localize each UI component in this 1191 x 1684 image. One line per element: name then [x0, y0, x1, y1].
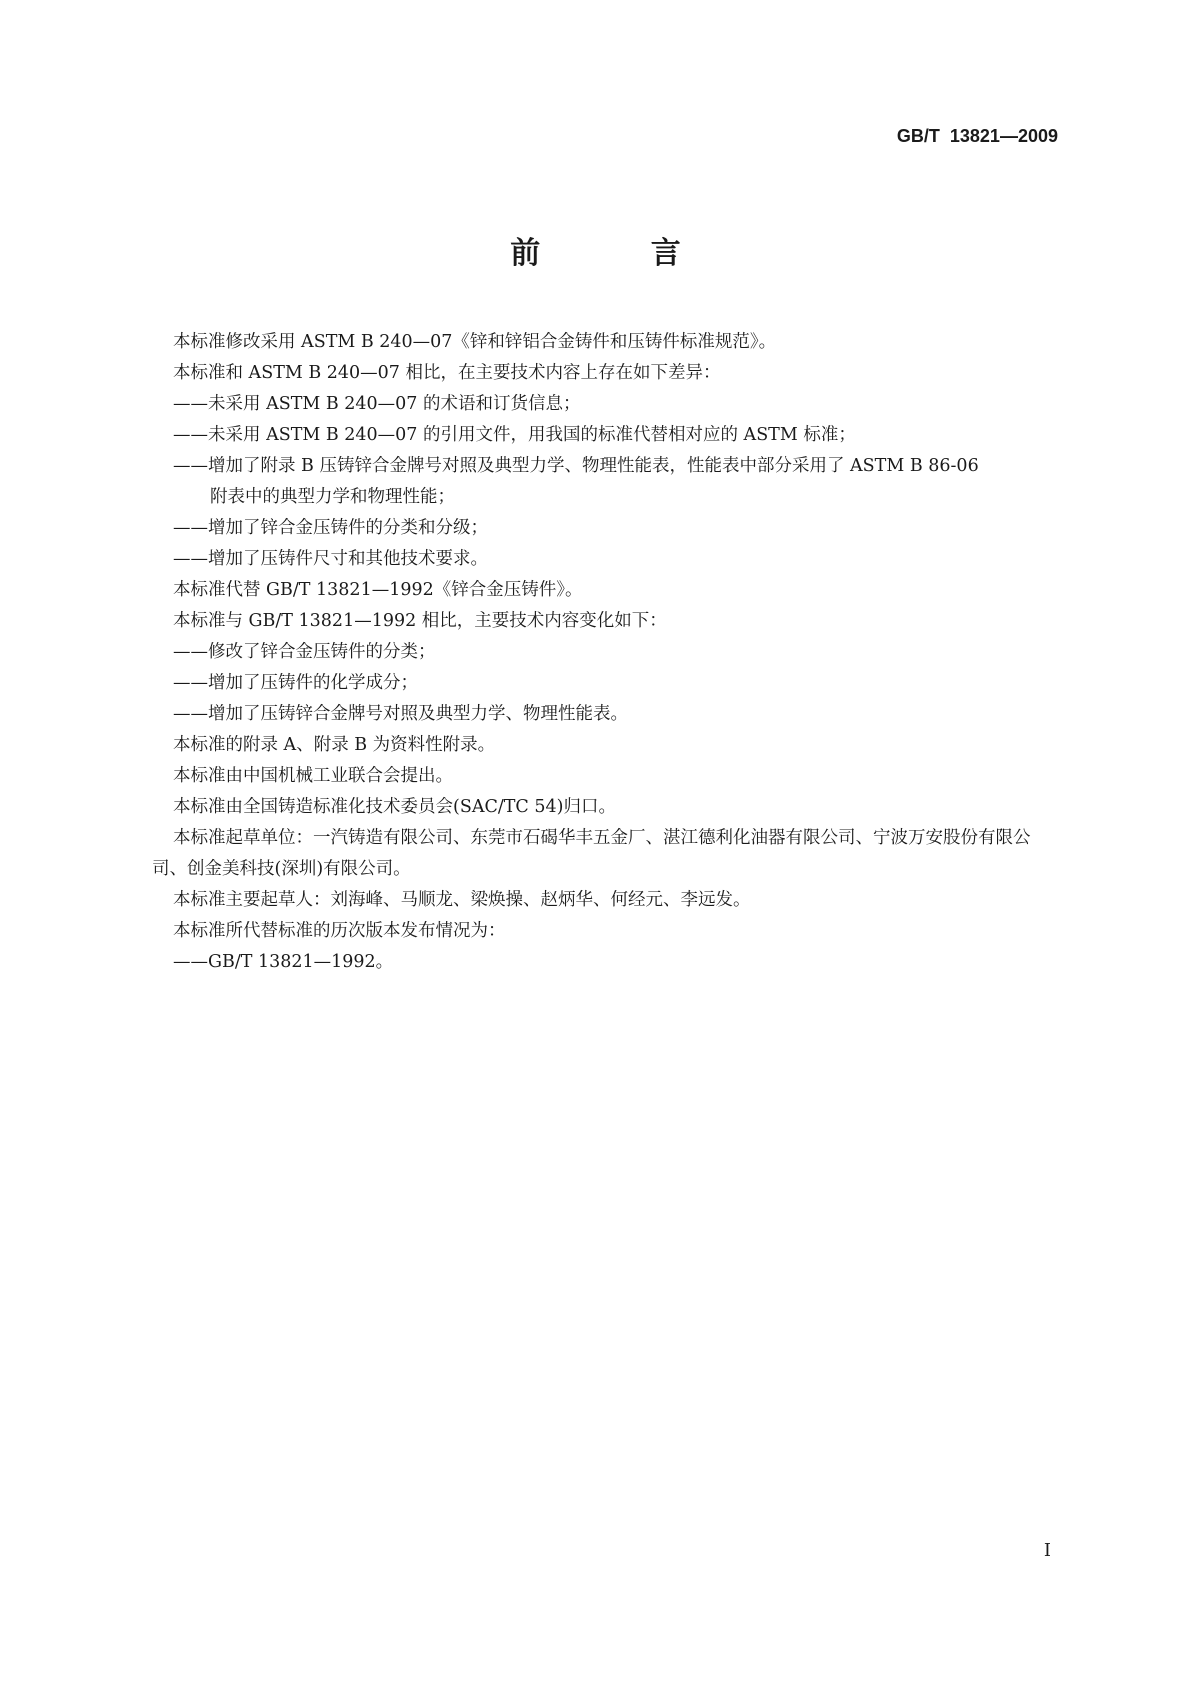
list-item-difference: ——未采用 ASTM B 240—07 的引用文件，用我国的标准代替相对应的 ASTM 标准； — [173, 425, 856, 445]
paragraph-replaces: 本标准代替 GB/T 13821—1992《锌合金压铸件》。 — [173, 580, 583, 600]
paragraph-annexes: 本标准的附录 A、附录 B 为资料性附录。 — [173, 735, 496, 755]
paragraph-committee: 本标准由全国铸造标准化技术委员会(SAC/TC 54)归口。 — [173, 797, 616, 817]
list-item-difference: ——未采用 ASTM B 240—07 的术语和订货信息； — [173, 394, 581, 414]
paragraph-differences-intro: 本标准和 ASTM B 240—07 相比，在主要技术内容上存在如下差异： — [173, 363, 721, 383]
standard-code: GB/T 13821—2009 — [896, 126, 1058, 146]
paragraph-proposer: 本标准由中国机械工业联合会提出。 — [173, 766, 453, 786]
list-item-change: ——增加了压铸锌合金牌号对照及典型力学、物理性能表。 — [173, 704, 628, 724]
paragraph-drafting-units: 本标准起草单位：一汽铸造有限公司、东莞市石碣华丰五金厂、湛江德利化油器有限公司、宁波万安股份有限公司、创金美科技(深圳)有限公司。 — [152, 828, 1031, 879]
paragraph-adoption: 本标准修改采用 ASTM B 240—07《锌和锌铝合金铸件和压铸件标准规范》。 — [173, 332, 777, 352]
foreword-body — [152, 327, 1064, 978]
list-item-difference: ——增加了压铸件尺寸和其他技术要求。 — [173, 549, 488, 569]
page-title: 前 言 — [510, 236, 731, 271]
paragraph-history-intro: 本标准所代替标准的历次版本发布情况为： — [173, 921, 506, 941]
list-item-difference: ——增加了附录 B 压铸锌合金牌号对照及典型力学、物理性能表，性能表中部分采用了 ASTM B 86-06 — [173, 456, 979, 476]
paragraph-drafters: 本标准主要起草人：刘海峰、马顺龙、梁焕操、赵炳华、何经元、李远发。 — [173, 890, 751, 910]
paragraph-changes-intro: 本标准与 GB/T 13821—1992 相比，主要技术内容变化如下： — [173, 611, 667, 631]
list-item-change: ——增加了压铸件的化学成分； — [173, 673, 418, 693]
page-number: I — [1043, 1540, 1051, 1561]
list-item-history: ——GB/T 13821—1992。 — [173, 952, 394, 972]
list-item-change: ——修改了锌合金压铸件的分类； — [173, 642, 436, 662]
list-item-difference: ——增加了锌合金压铸件的分类和分级； — [173, 518, 488, 538]
list-item-continuation: 附表中的典型力学和物理性能； — [210, 487, 455, 507]
